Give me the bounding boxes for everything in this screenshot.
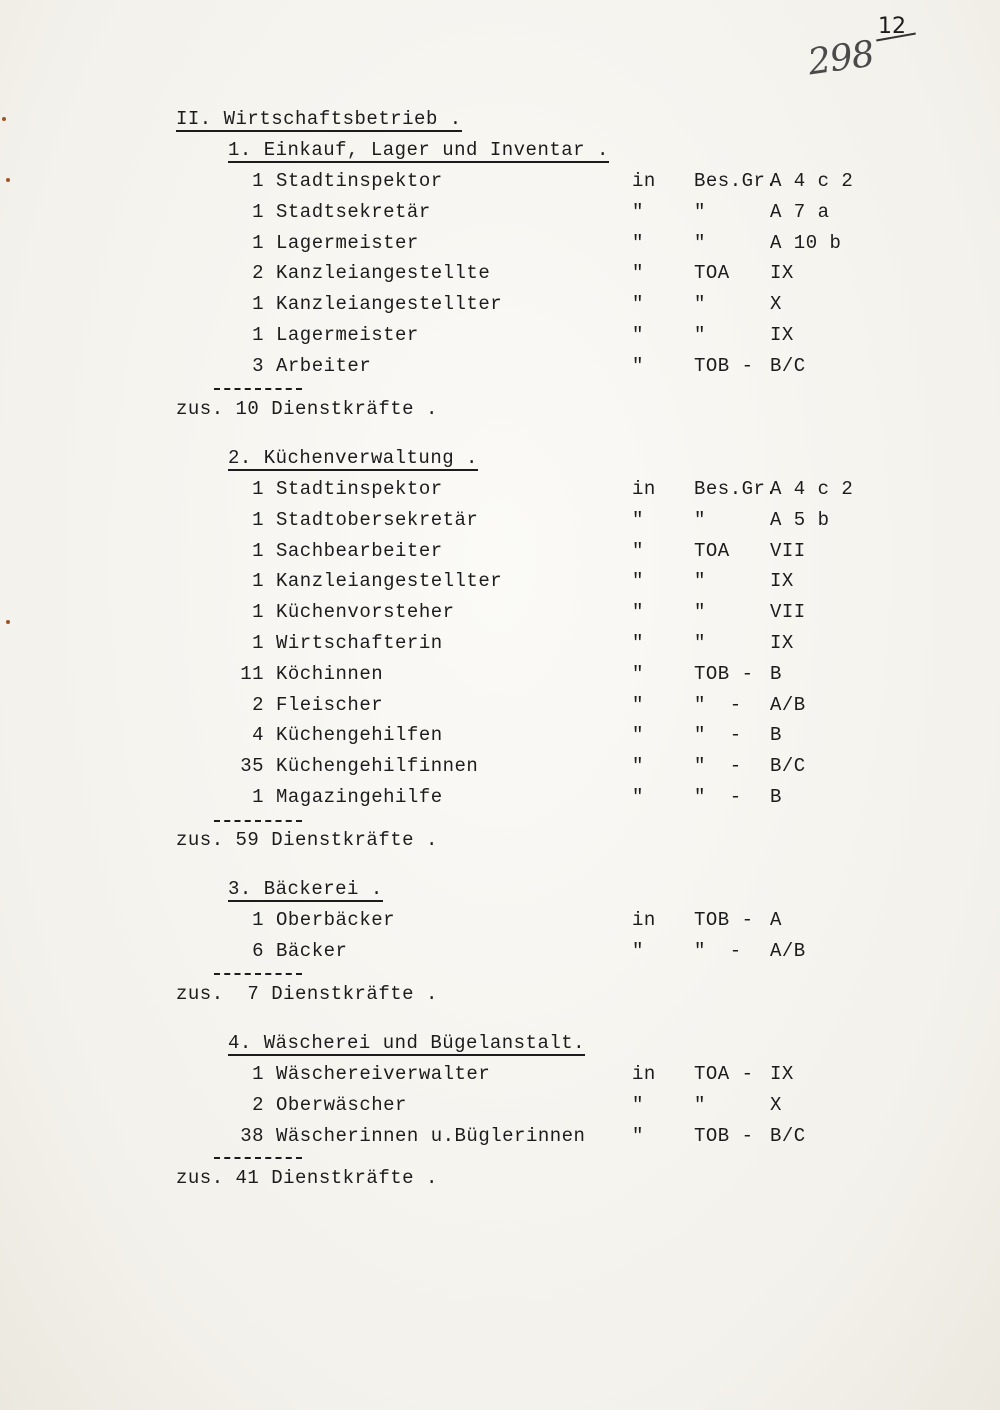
pay-prefix: in — [632, 909, 656, 931]
margin-mark — [6, 620, 10, 624]
pay-group: B/C — [770, 355, 806, 377]
pay-group: VII — [770, 540, 806, 562]
staff-count: 1 — [252, 478, 264, 500]
position-title: Küchengehilfinnen — [276, 755, 479, 777]
pay-scale: " — [694, 293, 706, 315]
section-total: zus. 41 Dienstkräfte . — [176, 1167, 438, 1189]
staff-count: 1 — [252, 170, 264, 192]
pay-scale: " — [694, 509, 706, 531]
staff-count: 3 — [252, 355, 264, 377]
position-title: Wirtschafterin — [276, 632, 443, 654]
pay-scale: " - — [694, 786, 742, 808]
position-title: Wäschereiverwalter — [276, 1063, 491, 1085]
position-title: Stadtinspektor — [276, 170, 443, 192]
pay-prefix: " — [632, 232, 644, 254]
staff-count: 11 — [240, 663, 264, 685]
pay-prefix: " — [632, 1125, 644, 1147]
position-title: Küchenvorsteher — [276, 601, 455, 623]
pay-group: IX — [770, 262, 794, 284]
pay-prefix: " — [632, 1094, 644, 1116]
pay-prefix: " — [632, 755, 644, 777]
pay-scale: " - — [694, 724, 742, 746]
pay-prefix: " — [632, 570, 644, 592]
position-title: Fleischer — [276, 694, 384, 716]
staff-count: 1 — [252, 509, 264, 531]
staff-count: 2 — [252, 1094, 264, 1116]
staff-count: 4 — [252, 724, 264, 746]
sum-divider — [214, 388, 302, 390]
position-title: Köchinnen — [276, 663, 384, 685]
position-title: Stadtinspektor — [276, 478, 443, 500]
pay-scale: TOB - — [694, 909, 754, 931]
pay-prefix: " — [632, 663, 644, 685]
staff-count: 1 — [252, 601, 264, 623]
pay-prefix: " — [632, 324, 644, 346]
staff-count: 1 — [252, 570, 264, 592]
pay-group: A 5 b — [770, 509, 830, 531]
pay-scale: Bes.Gr. — [694, 478, 778, 500]
pay-scale: " - — [694, 940, 742, 962]
pay-prefix: " — [632, 509, 644, 531]
staff-count: 1 — [252, 909, 264, 931]
margin-mark — [6, 178, 10, 182]
staff-count: 2 — [252, 262, 264, 284]
pay-prefix: in — [632, 478, 656, 500]
pay-scale: TOB - — [694, 663, 754, 685]
position-title: Sachbearbeiter — [276, 540, 443, 562]
margin-mark — [2, 117, 6, 121]
pay-scale: " — [694, 201, 706, 223]
staff-count: 1 — [252, 201, 264, 223]
sum-divider — [214, 1157, 302, 1159]
section-title: 1. Einkauf, Lager und Inventar . — [228, 139, 609, 161]
pay-prefix: in — [632, 170, 656, 192]
pay-group: IX — [770, 570, 794, 592]
pay-prefix: " — [632, 601, 644, 623]
staff-count: 6 — [252, 940, 264, 962]
pay-prefix: " — [632, 293, 644, 315]
pay-scale: TOB - — [694, 355, 754, 377]
pay-group: B — [770, 724, 782, 746]
pay-prefix: " — [632, 632, 644, 654]
pay-scale: " — [694, 232, 706, 254]
pay-group: A 4 c 2 — [770, 478, 854, 500]
pay-scale: Bes.Gr. — [694, 170, 778, 192]
pay-group: A — [770, 909, 782, 931]
pay-group: X — [770, 1094, 782, 1116]
pay-scale: TOA — [694, 262, 730, 284]
pay-group: A/B — [770, 940, 806, 962]
staff-count: 35 — [240, 755, 264, 777]
page-number: 12 — [878, 14, 906, 39]
handwritten-folio-number: 298 — [805, 33, 877, 84]
pay-group: IX — [770, 324, 794, 346]
pay-group: A/B — [770, 694, 806, 716]
staff-count: 1 — [252, 1063, 264, 1085]
pay-group: A 10 b — [770, 232, 842, 254]
pay-group: B — [770, 663, 782, 685]
sum-divider — [214, 820, 302, 822]
position-title: Wäscherinnen u.Büglerinnen — [276, 1125, 586, 1147]
position-title: Bäcker — [276, 940, 348, 962]
pay-group: X — [770, 293, 782, 315]
position-title: Arbeiter — [276, 355, 372, 377]
pay-prefix: " — [632, 786, 644, 808]
staff-count: 1 — [252, 232, 264, 254]
pay-group: A 4 c 2 — [770, 170, 854, 192]
pay-prefix: " — [632, 724, 644, 746]
staff-count: 1 — [252, 293, 264, 315]
pay-scale: " — [694, 324, 706, 346]
staff-count: 1 — [252, 540, 264, 562]
pay-scale: TOA - — [694, 1063, 754, 1085]
pay-group: B/C — [770, 755, 806, 777]
position-title: Oberwäscher — [276, 1094, 407, 1116]
pay-prefix: " — [632, 201, 644, 223]
pay-group: A 7 a — [770, 201, 830, 223]
pay-scale: " - — [694, 755, 742, 777]
section-title: 2. Küchenverwaltung . — [228, 447, 478, 469]
sum-divider — [214, 973, 302, 975]
staff-count: 1 — [252, 632, 264, 654]
position-title: Stadtsekretär — [276, 201, 431, 223]
position-title: Kanzleiangestellter — [276, 570, 503, 592]
position-title: Magazingehilfe — [276, 786, 443, 808]
pay-prefix: " — [632, 940, 644, 962]
staff-count: 2 — [252, 694, 264, 716]
pay-group: B/C — [770, 1125, 806, 1147]
pay-group: VII — [770, 601, 806, 623]
position-title: Lagermeister — [276, 324, 419, 346]
pay-group: IX — [770, 632, 794, 654]
pay-prefix: " — [632, 262, 644, 284]
section-total: zus. 7 Dienstkräfte . — [176, 983, 438, 1005]
pay-scale: " — [694, 1094, 706, 1116]
pay-scale: " - — [694, 694, 742, 716]
pay-prefix: in — [632, 1063, 656, 1085]
position-title: Stadtobersekretär — [276, 509, 479, 531]
pay-prefix: " — [632, 355, 644, 377]
pay-prefix: " — [632, 694, 644, 716]
main-heading: II. Wirtschaftsbetrieb . — [176, 108, 462, 130]
position-title: Oberbäcker — [276, 909, 396, 931]
pay-prefix: " — [632, 540, 644, 562]
pay-group: IX — [770, 1063, 794, 1085]
position-title: Küchengehilfen — [276, 724, 443, 746]
position-title: Lagermeister — [276, 232, 419, 254]
pay-scale: " — [694, 570, 706, 592]
pay-scale: " — [694, 632, 706, 654]
pay-group: B — [770, 786, 782, 808]
pay-scale: " — [694, 601, 706, 623]
staff-count: 38 — [240, 1125, 264, 1147]
staff-count: 1 — [252, 786, 264, 808]
section-title: 3. Bäckerei . — [228, 878, 383, 900]
pay-scale: TOB - — [694, 1125, 754, 1147]
position-title: Kanzleiangestellte — [276, 262, 491, 284]
pay-scale: TOA — [694, 540, 730, 562]
position-title: Kanzleiangestellter — [276, 293, 503, 315]
section-total: zus. 59 Dienstkräfte . — [176, 829, 438, 851]
staff-count: 1 — [252, 324, 264, 346]
section-title: 4. Wäscherei und Bügelanstalt. — [228, 1032, 586, 1054]
section-total: zus. 10 Dienstkräfte . — [176, 398, 438, 420]
